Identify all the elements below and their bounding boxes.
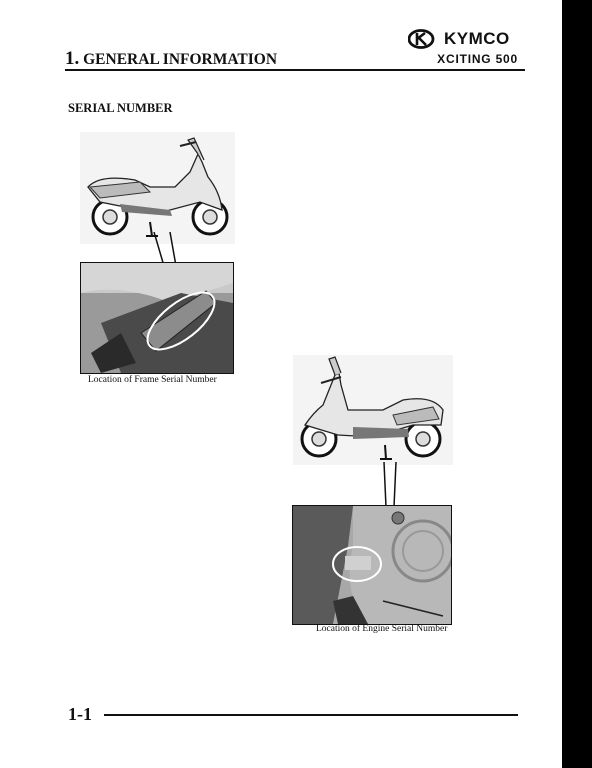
scooter-side-view-icon bbox=[293, 355, 453, 465]
engine-serial-photo bbox=[292, 505, 452, 625]
chapter-number: 1. bbox=[65, 48, 80, 69]
header-divider bbox=[65, 69, 525, 71]
frame-serial-photo bbox=[80, 262, 234, 374]
brand-logo bbox=[408, 28, 510, 50]
kymco-logo-icon bbox=[408, 29, 442, 49]
leader-line bbox=[376, 462, 406, 507]
chapter-title bbox=[65, 48, 277, 70]
chapter-title-text: GENERAL INFORMATION bbox=[83, 51, 278, 68]
brand-name: KYMCO bbox=[444, 29, 510, 48]
footer-divider bbox=[104, 714, 518, 716]
model-name: XCITING 500 bbox=[437, 52, 518, 66]
engine-detail-photo bbox=[293, 506, 451, 624]
page-edge-border bbox=[562, 0, 592, 768]
scooter-side-view-icon bbox=[80, 132, 235, 244]
engine-serial-caption: Location of Engine Serial Number bbox=[316, 624, 448, 634]
frame-serial-caption: Location of Frame Serial Number bbox=[88, 375, 217, 385]
section-heading: SERIAL NUMBER bbox=[68, 101, 173, 115]
frame-detail-photo bbox=[81, 263, 233, 373]
leader-line bbox=[148, 232, 188, 266]
page-number: 1-1 bbox=[68, 704, 92, 724]
